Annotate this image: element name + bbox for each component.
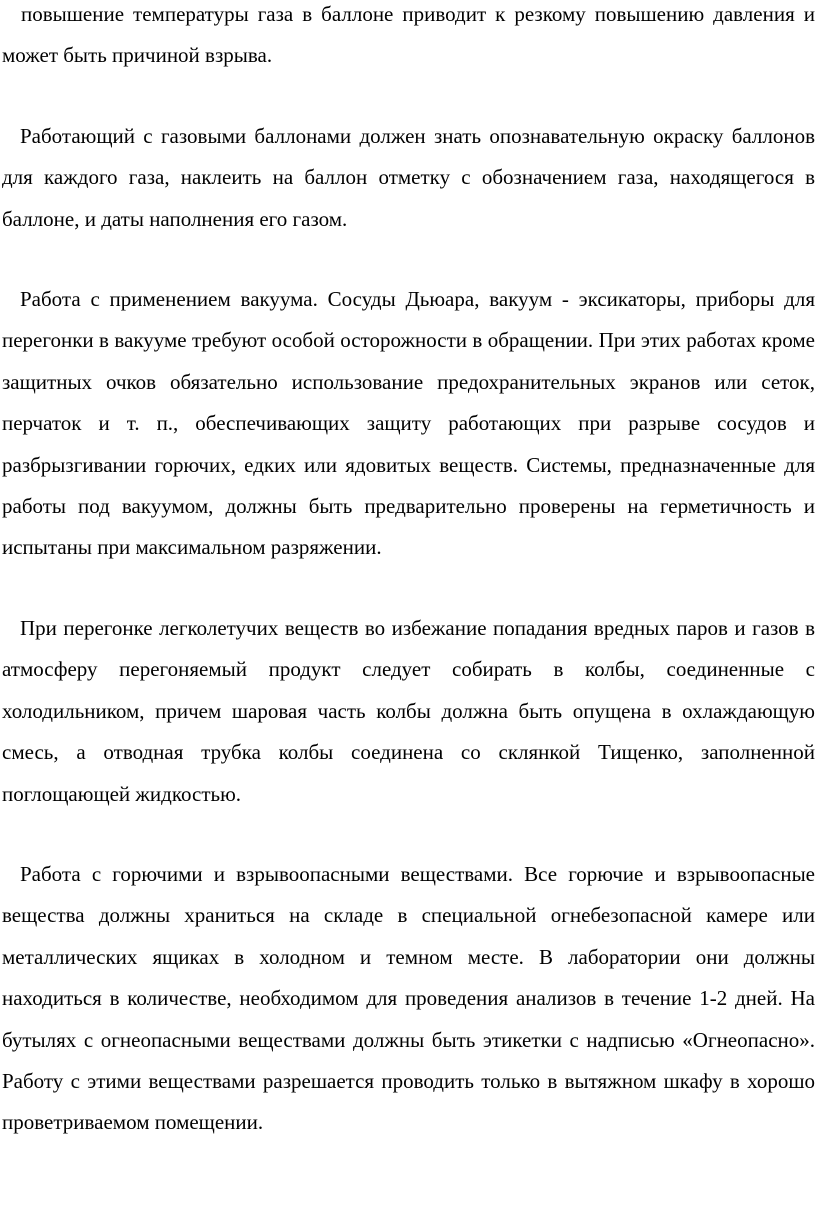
paragraph-vacuum-work: Работа с применением вакуума. Сосуды Дьюара, вакуум - эксикаторы, приборы для перегонки в вакууме требуют особой осторожности в обращении. При этих работах кроме защитных очков обязательно использование предохранительных экранов или сеток, перчаток и т. п., обеспечивающих защиту работающих при разрыве сосудов и разбрызгивании горючих, едких или ядовитых веществ. Системы, предназначенные для работы под вакуумом, должны быть предварительно проверены на герметичность и испытаны при максимальном разряжении. <box>2 287 815 560</box>
paragraph-gas-pressure: повышение температуры газа в баллоне приводит к резкому повышению давления и может быть причиной взрыва. <box>2 2 815 68</box>
paragraph-distillation: При перегонке легколетучих веществ во избежание попадания вредных паров и газов в атмосферу перегоняемый продукт следует собирать в колбы, соединенные с холодильником, причем шаровая часть колбы должна быть опущена в охлаждающую смесь, а отводная трубка колбы соединена со склянкой Тищенко, заполненной поглощающей жидкостью. <box>2 615 815 806</box>
paragraph-gas-cylinders: Работающий с газовыми баллонами должен знать опознавательную окраску баллонов для каждого газа, наклеить на баллон отметку с обозначением газа, находящегося в баллоне, и даты наполнения его газом. <box>2 123 815 231</box>
paragraph-flammable-substances: Работа с горючими и взрывоопасными веществами. Все горючие и взрывоопасные вещества должны храниться на складе в специальной огнебезопасной камере или металлических ящиках в холодном и темном месте. В лаборатории они должны находиться в количестве, необходимом для проведения анализов в течение 1-2 дней. На бутылях с огнеопасными веществами должны быть этикетки с надписью «Огнеопасно». Работу с этими веществами разрешается проводить только в вытяжном шкафу в хорошо проветриваемом помещении. <box>2 861 815 1135</box>
